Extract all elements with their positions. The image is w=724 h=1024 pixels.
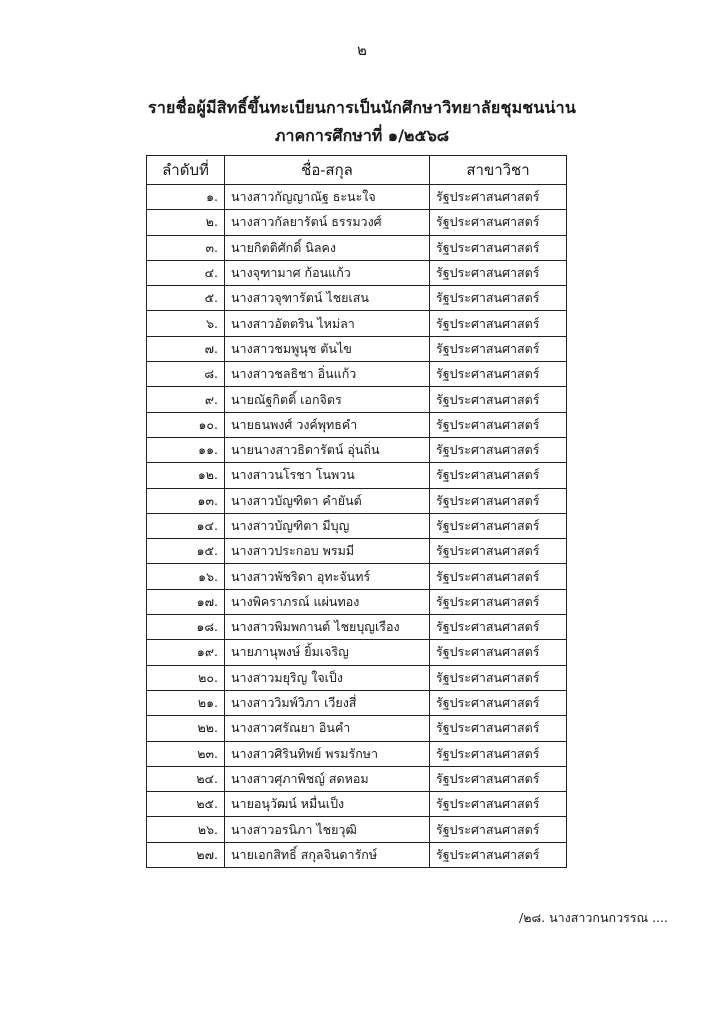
student-name: นางสาวนโรชา โนพวน bbox=[225, 463, 430, 488]
table-row bbox=[147, 336, 567, 361]
student-name: นางสาวพิมพกานต์ ไชยบุญเรือง bbox=[225, 615, 430, 640]
row-number: ๘. bbox=[147, 362, 225, 387]
major-cell: รัฐประศาสนศาสตร์ bbox=[430, 210, 567, 235]
student-name: นางสาวชมพูนุช ตันไข bbox=[225, 336, 430, 361]
row-number: ๒๒. bbox=[147, 716, 225, 741]
header-major: สาขาวิชา bbox=[430, 156, 567, 185]
row-number: ๑๗. bbox=[147, 589, 225, 614]
row-number: ๑๕. bbox=[147, 539, 225, 564]
header-order: ลำดับที่ bbox=[147, 156, 225, 185]
table-row bbox=[147, 437, 567, 462]
table-row bbox=[147, 817, 567, 842]
student-name: นางสาวบัญฑิตา คำยันต์ bbox=[225, 488, 430, 513]
student-name: นางสาวศิรินทิพย์ พรมรักษา bbox=[225, 741, 430, 766]
table-row bbox=[147, 311, 567, 336]
major-cell: รัฐประศาสนศาสตร์ bbox=[430, 539, 567, 564]
row-number: ๒. bbox=[147, 210, 225, 235]
table-row bbox=[147, 488, 567, 513]
row-number: ๑๘. bbox=[147, 615, 225, 640]
row-number: ๑๔. bbox=[147, 513, 225, 538]
table-row bbox=[147, 716, 567, 741]
table-row bbox=[147, 792, 567, 817]
major-cell: รัฐประศาสนศาสตร์ bbox=[430, 260, 567, 285]
student-name: นางสาวชลธิชา อิ่นแก้ว bbox=[225, 362, 430, 387]
table-row bbox=[147, 589, 567, 614]
student-name: นางสาวกัญญาณัฐ ธะนะใจ bbox=[225, 185, 430, 210]
row-number: ๒๓. bbox=[147, 741, 225, 766]
student-name: นางสาวกัลยารัตน์ ธรรมวงศ์ bbox=[225, 210, 430, 235]
table-row bbox=[147, 387, 567, 412]
table-row bbox=[147, 362, 567, 387]
student-name: นายธนพงศ์ วงค์พุทธคำ bbox=[225, 412, 430, 437]
major-cell: รัฐประศาสนศาสตร์ bbox=[430, 716, 567, 741]
table-row bbox=[147, 842, 567, 867]
major-cell: รัฐประศาสนศาสตร์ bbox=[430, 690, 567, 715]
page-number: ๒ bbox=[357, 41, 367, 59]
major-cell: รัฐประศาสนศาสตร์ bbox=[430, 615, 567, 640]
row-number: ๗. bbox=[147, 336, 225, 361]
major-cell: รัฐประศาสนศาสตร์ bbox=[430, 362, 567, 387]
table-row bbox=[147, 615, 567, 640]
major-cell: รัฐประศาสนศาสตร์ bbox=[430, 792, 567, 817]
major-cell: รัฐประศาสนศาสตร์ bbox=[430, 336, 567, 361]
row-number: ๒๗. bbox=[147, 842, 225, 867]
student-name: นางสาวศรัณยา อินคำ bbox=[225, 716, 430, 741]
student-name: นายเอกสิทธิ์ สกุลจินดารักษ์ bbox=[225, 842, 430, 867]
table-row bbox=[147, 513, 567, 538]
major-cell: รัฐประศาสนศาสตร์ bbox=[430, 817, 567, 842]
table-row bbox=[147, 539, 567, 564]
row-number: ๑๒. bbox=[147, 463, 225, 488]
document-title: รายชื่อผู้มีสิทธิ์ขึ้นทะเบียนการเป็นนักศึกษาวิทยาลัยชุมชนน่าน bbox=[148, 98, 576, 117]
table-row bbox=[147, 766, 567, 791]
student-name: นางจุฑามาศ ก้อนแก้ว bbox=[225, 260, 430, 285]
major-cell: รัฐประศาสนศาสตร์ bbox=[430, 437, 567, 462]
row-number: ๕. bbox=[147, 286, 225, 311]
major-cell: รัฐประศาสนศาสตร์ bbox=[430, 463, 567, 488]
student-name: นางพิคราภรณ์ แผ่นทอง bbox=[225, 589, 430, 614]
student-name: นายภานุพงษ์ ยิ้มเจริญ bbox=[225, 640, 430, 665]
student-name: นายนางสาวธิดารัตน์ อุ่นถิ่น bbox=[225, 437, 430, 462]
student-name: นางสาวศุภาพิชญ์ สดหอม bbox=[225, 766, 430, 791]
table-row bbox=[147, 210, 567, 235]
row-number: ๑. bbox=[147, 185, 225, 210]
document-subtitle: ภาคการศึกษาที่ ๑/๒๕๖๘ bbox=[274, 126, 450, 145]
student-name: นางสาววิมพ์วิภา เวียงสี่ bbox=[225, 690, 430, 715]
row-number: ๑๖. bbox=[147, 564, 225, 589]
row-number: ๒๔. bbox=[147, 766, 225, 791]
major-cell: รัฐประศาสนศาสตร์ bbox=[430, 387, 567, 412]
row-number: ๑๑. bbox=[147, 437, 225, 462]
table-row bbox=[147, 741, 567, 766]
student-name: นางสาวจุฑารัตน์ ไชยเสน bbox=[225, 286, 430, 311]
row-number: ๔. bbox=[147, 260, 225, 285]
row-number: ๑๐. bbox=[147, 412, 225, 437]
header-name: ชื่อ-สกุล bbox=[225, 156, 430, 185]
table-row bbox=[147, 640, 567, 665]
major-cell: รัฐประศาสนศาสตร์ bbox=[430, 235, 567, 260]
major-cell: รัฐประศาสนศาสตร์ bbox=[430, 665, 567, 690]
student-name: นางสาวพัชริดา อุทะจันทร์ bbox=[225, 564, 430, 589]
major-cell: รัฐประศาสนศาสตร์ bbox=[430, 842, 567, 867]
row-number: ๒๖. bbox=[147, 817, 225, 842]
student-name: นายกิตติศักดิ์ นิลคง bbox=[225, 235, 430, 260]
student-name: นายณัฐกิตติ์ เอกจิตร bbox=[225, 387, 430, 412]
table-row bbox=[147, 286, 567, 311]
student-name: นายอนุวัฒน์ หมื่นเป็ง bbox=[225, 792, 430, 817]
table-row bbox=[147, 235, 567, 260]
major-cell: รัฐประศาสนศาสตร์ bbox=[430, 564, 567, 589]
table-row bbox=[147, 260, 567, 285]
major-cell: รัฐประศาสนศาสตร์ bbox=[430, 412, 567, 437]
major-cell: รัฐประศาสนศาสตร์ bbox=[430, 766, 567, 791]
major-cell: รัฐประศาสนศาสตร์ bbox=[430, 185, 567, 210]
table-row bbox=[147, 412, 567, 437]
continuation-note: /๒๘. นางสาวกนกวรรณ .... bbox=[519, 910, 668, 925]
student-name: นางสาวประกอบ พรมมี bbox=[225, 539, 430, 564]
major-cell: รัฐประศาสนศาสตร์ bbox=[430, 488, 567, 513]
table-row bbox=[147, 690, 567, 715]
row-number: ๑๙. bbox=[147, 640, 225, 665]
student-name: นางสาวมยุริญ ใจเป็ง bbox=[225, 665, 430, 690]
table-row bbox=[147, 463, 567, 488]
major-cell: รัฐประศาสนศาสตร์ bbox=[430, 589, 567, 614]
row-number: ๖. bbox=[147, 311, 225, 336]
major-cell: รัฐประศาสนศาสตร์ bbox=[430, 640, 567, 665]
student-name: นางสาวบัญฑิตา มีบุญ bbox=[225, 513, 430, 538]
row-number: ๒๕. bbox=[147, 792, 225, 817]
row-number: ๓. bbox=[147, 235, 225, 260]
row-number: ๙. bbox=[147, 387, 225, 412]
row-number: ๒๐. bbox=[147, 665, 225, 690]
major-cell: รัฐประศาสนศาสตร์ bbox=[430, 513, 567, 538]
major-cell: รัฐประศาสนศาสตร์ bbox=[430, 741, 567, 766]
student-roster-table bbox=[146, 155, 567, 868]
row-number: ๑๓. bbox=[147, 488, 225, 513]
major-cell: รัฐประศาสนศาสตร์ bbox=[430, 311, 567, 336]
row-number: ๒๑. bbox=[147, 690, 225, 715]
student-name: นางสาวอรนิภา ไชยวุฒิ bbox=[225, 817, 430, 842]
major-cell: รัฐประศาสนศาสตร์ bbox=[430, 286, 567, 311]
table-header-row bbox=[147, 156, 567, 185]
student-name: นางสาวอัตตริน ไหม่ลา bbox=[225, 311, 430, 336]
table-row bbox=[147, 665, 567, 690]
table-row bbox=[147, 185, 567, 210]
table-row bbox=[147, 564, 567, 589]
